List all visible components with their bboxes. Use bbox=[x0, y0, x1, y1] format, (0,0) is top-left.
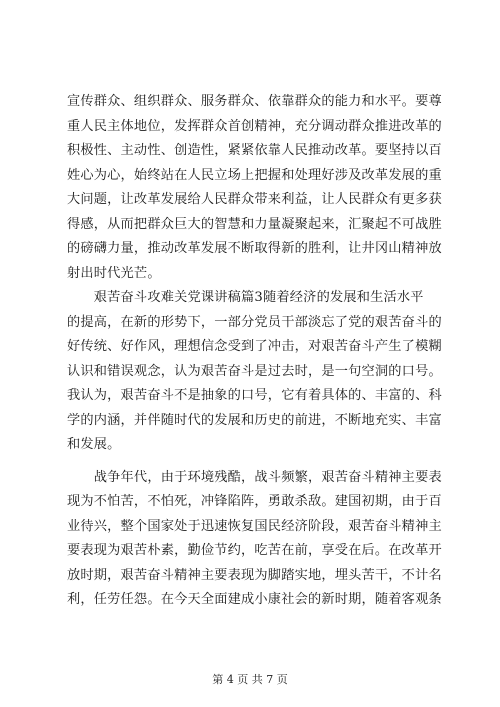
text-line: 我认为，艰苦奋斗不是抽象的口号，它有着具体的、丰富的、科 bbox=[67, 388, 442, 403]
text-line: 姓心为心，始终站在人民立场上把握和处理好涉及改革发展的重 bbox=[67, 167, 442, 183]
text-line: 学的内涵，并伴随时代的发展和历史的前进，不断地充实、丰富 bbox=[67, 412, 442, 428]
text-line: 要表现为艰苦朴素，勤俭节约，吃苦在前，享受在后。在改革开 bbox=[67, 543, 442, 558]
text-line: 积极性、主动性、创造性，紧紧依靠人民推动改革。要坚持以百 bbox=[67, 143, 442, 158]
text-line: 得感，从而把群众巨大的智慧和力量凝聚起来，汇聚起不可战胜 bbox=[67, 216, 442, 232]
text-line: 艰苦奋斗攻难关党课讲稿篇3随着经济的发展和生活水平 bbox=[67, 290, 424, 305]
text-line: 重人民主体地位，发挥群众首创精神，充分调动群众推进改革的 bbox=[67, 118, 442, 134]
text-line: 射出时代光芒。 bbox=[67, 265, 161, 281]
text-line: 的提高，在新的形势下，一部分党员干部淡忘了党的艰苦奋斗的 bbox=[67, 314, 442, 330]
text-line: 战争年代，由于环境残酷，战斗频繁，艰苦奋斗精神主要表 bbox=[67, 469, 442, 485]
text-line: 现为不怕苦，不怕死，冲锋陷阵，勇敢杀敌。建国初期，由于百 bbox=[67, 494, 442, 509]
page-number: 第 4 页 共 7 页 bbox=[212, 673, 288, 686]
text-line: 认识和错误观念，认为艰苦奋斗是过去时，是一句空洞的口号。 bbox=[67, 363, 442, 379]
text-line: 和发展。 bbox=[67, 437, 121, 452]
text-line: 业待兴，整个国家处于迅速恢复国民经济阶段，艰苦奋斗精神主 bbox=[67, 518, 442, 534]
text-line: 利，任劳任怨。在今天全面建成小康社会的新时期，随着客观条 bbox=[67, 592, 442, 607]
text-line: 的磅礴力量，推动改革发展不断取得新的胜利，让井冈山精神放 bbox=[67, 241, 442, 256]
text-line: 放时期，艰苦奋斗精神主要表现为脚踏实地，埋头苦干，不计名 bbox=[67, 567, 442, 583]
text-line: 大问题，让改革发展给人民群众带来利益，让人民群众有更多获 bbox=[67, 192, 442, 207]
text-line: 宣传群众、组织群众、服务群众、依靠群众的能力和水平。要尊 bbox=[67, 94, 442, 109]
text-line: 好传统、好作风，理想信念受到了冲击，对艰苦奋斗产生了模糊 bbox=[67, 339, 442, 354]
